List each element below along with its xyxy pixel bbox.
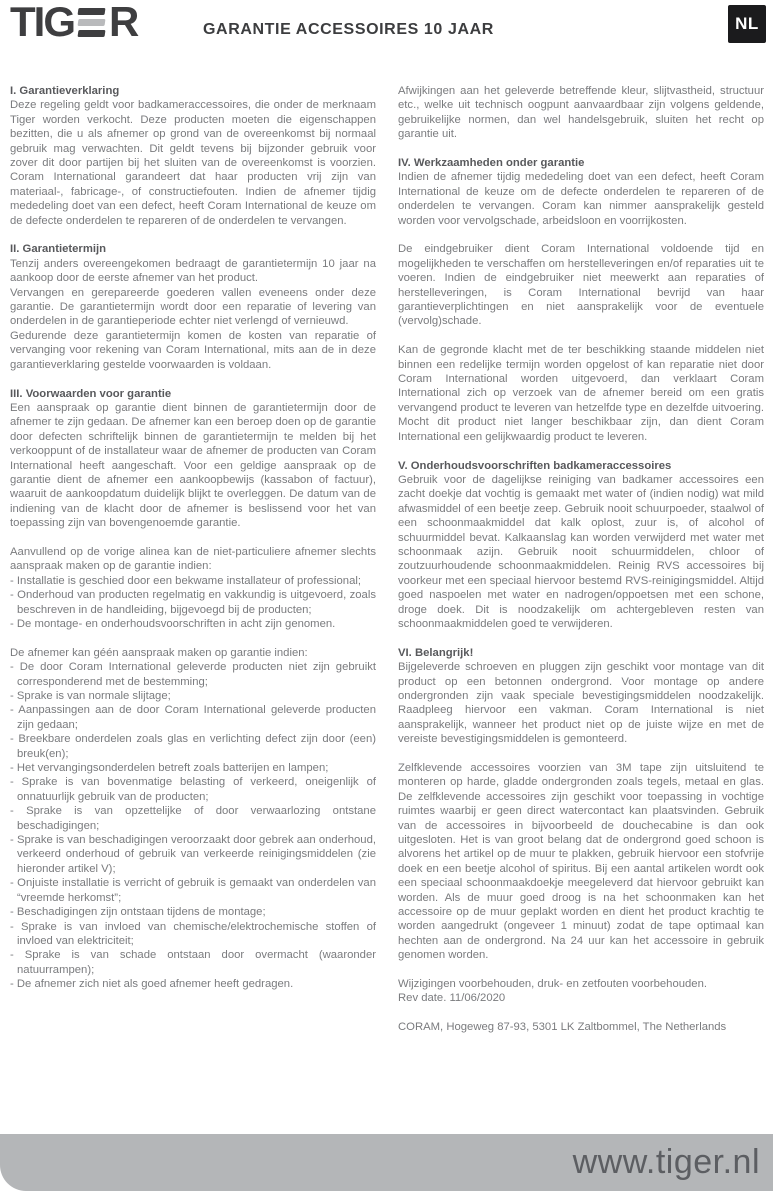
footer-bar bbox=[0, 1134, 773, 1191]
bullet-item: - Het vervangingsonderdelen betreft zoals batterijen en lampen; bbox=[10, 762, 329, 775]
bullet-item: - Onderhoud van producten regelmatig en vakkundig is uitgevoerd, zoals beschreven in de handleiding, bijgevoegd bij de producten; bbox=[10, 589, 376, 616]
logo-e-bar-top bbox=[78, 8, 106, 15]
paragraph: Gedurende deze garantietermijn komen de kosten van reparatie of vervanging voor rekening van Coram International, mits aan de in deze garantieverklaring gestelde voorwaarden is voldaan. bbox=[10, 329, 376, 371]
spacer bbox=[10, 531, 376, 545]
spacer bbox=[398, 444, 764, 458]
paragraph: De afnemer kan géén aanspraak maken op garantie indien: bbox=[10, 646, 308, 659]
bullet-item: - Sprake is van opzettelijke of door verwaarlozing ontstane beschadigingen; bbox=[10, 805, 376, 832]
document-header bbox=[0, 0, 773, 60]
bullet-item: - De montage- en onderhoudsvoorschriften in acht zijn genomen. bbox=[10, 617, 336, 630]
spacer bbox=[398, 142, 764, 156]
section-heading: IV. Werkzaamheden onder garantie bbox=[398, 157, 585, 170]
right-column bbox=[398, 84, 764, 1130]
bullet-item: - Aanpassingen aan de door Coram International geleverde producten zijn gedaan; bbox=[10, 704, 376, 731]
logo-e-bar-bottom bbox=[78, 30, 106, 37]
bullet-item: - Breekbare onderdelen zoals glas en verlichting defect zijn door (een) breuk(en); bbox=[10, 733, 376, 760]
section-heading: III. Voorwaarden voor garantie bbox=[10, 387, 172, 400]
bullet-item: - Installatie is geschied door een bekwame installateur of professional; bbox=[10, 574, 362, 587]
bullet-item: - Sprake is van schade ontstaan door overmacht (waaronder natuurrampen); bbox=[10, 949, 376, 976]
bullet-item: - Sprake is van normale slijtage; bbox=[10, 690, 171, 702]
logo-e-bar-middle bbox=[78, 19, 106, 26]
spacer bbox=[398, 747, 764, 761]
spacer bbox=[10, 228, 376, 242]
paragraph: Deze regeling geldt voor badkameraccessoires, die onder de merknaam Tiger worden verkocht. Deze producten moeten die eigenschappen bezitten, die u als afnemer op grond van de overeenkomst bij normaal gebruik mag verwachten. Dit geldt tevens bij bijzonder gebruik voor zover dit door partijen bij het sluiten van de overeenkomst is voorzien. Coram International garandeert dat haar producten vrij zijn van materiaal-, fabricage-, of constructiefouten. Indien de afnemer tijdig mededeling doet van een defect, heeft Coram International de keuze om de defecte onderdelen te repareren of de onderdelen te vervangen. bbox=[10, 99, 376, 227]
paragraph: Bijgeleverde schroeven en pluggen zijn geschikt voor montage van dit product op een betonnen ondergrond. Voor montage op andere ondergronden zijn vaak speciale bevestigingsmiddelen noodzakelijk. Raadpleeg hiervoor een vakman. Coram International is niet aansprakelijk, wanneer het product niet op de juiste wijze en met de vereiste bevestigingsmiddelen is gemonteerd. bbox=[398, 661, 764, 746]
tiger-logo bbox=[10, 0, 138, 45]
spacer bbox=[398, 963, 764, 977]
paragraph: Vervangen en gerepareerde goederen vallen eveneens onder deze garantie. De garantietermijn wordt door een reparatie of levering van onderdelen in de garantieperiode echter niet verlengd of vernieuwd. bbox=[10, 286, 376, 328]
logo-letter-r: R bbox=[109, 0, 138, 45]
paragraph: Rev date. 11/06/2020 bbox=[398, 992, 506, 1005]
bullet-item: - Sprake is van bovenmatige belasting of verkeerd, oneigenlijk of onnatuurlijk gebruik van de producten; bbox=[10, 776, 376, 803]
paragraph: Afwijkingen aan het geleverde betreffende kleur, slijtvastheid, structuur etc., welke uit technisch oogpunt aanvaardbaar zijn volgens geldende, gebruikelijke normen, dan wel handelsgebruik, sluiten het recht op garantie uit. bbox=[398, 85, 764, 141]
paragraph: Aanvullend op de vorige alinea kan de niet-particuliere afnemer slechts aanspraak maken op de garantie indien: bbox=[10, 545, 376, 573]
paragraph: Kan de gegronde klacht met de ter beschikking staande middelen niet binnen een redelijke termijn worden opgelost of kan reparatie niet door Coram International worden uitgevoerd, dan verklaart Coram International zich op verzoek van de afnemer bereid om een gratis vervangend product te leveren van hetzelfde type en dezelfde uitvoering. Mocht dit product niet langer beschikbaar zijn, dan dient Coram International een gelijkwaardig product te leveren. bbox=[398, 344, 764, 443]
paragraph: Wijzigingen voorbehouden, druk- en zetfouten voorbehouden. bbox=[398, 978, 707, 991]
section-heading: V. Onderhoudsvoorschriften badkameraccessoires bbox=[398, 459, 672, 472]
bullet-item: - Sprake is van beschadigingen veroorzaakt door gebrek aan onderhoud, verkeerd onderhoud of gebruik van verkeerde reinigingsmiddelen (zie hieronder artikel V); bbox=[10, 834, 376, 875]
paragraph: CORAM, Hogeweg 87-93, 5301 LK Zaltbommel, The Netherlands bbox=[398, 1021, 727, 1034]
paragraph: Indien de afnemer tijdig mededeling doet van een defect, heeft Coram International de keuze om de defecte onderdelen te repareren of de onderdelen te vervangen. Coram kan nimmer aansprakelijk gesteld worden voor vervolgschade, arbeidsloon en voorrijkosten. bbox=[398, 171, 764, 227]
website-link[interactable]: www.tiger.nl bbox=[572, 1143, 760, 1181]
spacer bbox=[398, 228, 764, 242]
paragraph: Gebruik voor de dagelijkse reiniging van badkamer accessoires een zacht doekje dat vochtig is gemaakt met water of (indien nodig) wat mild afwasmiddel of een beetje zeep. Gebruik nooit schuurpoeder, staalwol of een schoonmaakmiddel dat kalk oplost, zuur is, of alcohol of schuurmiddel bevat. Kalkaanslag kan worden verwijderd met water met schoonmaak azijn. Gebruik nooit schuurmiddelen, chloor of zoutzuurhoudende schoonmaakmiddelen. Reinig RVS accessoires bij voorkeur met een speciaal hiervoor bestemd RVS-reinigingsmiddel. Altijd goed naspoelen met water en nadrogen/oppoetsen met een schone, droge doek. Dit is noodzakelijk om achtergebleven resten van schoonmaakmiddelen goed te verwijderen. bbox=[398, 473, 764, 630]
spacer bbox=[398, 1006, 764, 1020]
spacer bbox=[398, 329, 764, 343]
bullet-item: - De afnemer zich niet als goed afnemer heeft gedragen. bbox=[10, 978, 294, 991]
paragraph: Zelfklevende accessoires voorzien van 3M tape zijn uitsluitend te monteren op harde, gladde ondergronden zoals tegels, metaal en glas. De zelfklevende accessoires zijn geschikt voor toepassing in vochtige ruimtes waarbij er geen direct watercontact kan plaatsvinden. Gebruik van de accessoires in bijvoorbeeld de douchecabine is dan ook uitgesloten. Het is van groot belang dat de ondergrond goed schoon is alvorens het artikel op de muur te plakken, gebruik hiervoor een stofvrije doek en een beetje alcohol of spiritus. Bij een aantal artikelen wordt ook een speciaal schoonmaakdoekje meegeleverd dat hiervoor gebruikt kan worden. Als de muur goed droog is na het schoonmaken kan het accessoire op de muur geplakt worden en dient het product krachtig te worden aangedrukt (ongeveer 1 minuut) zodat de tape optimaal kan hechten aan de ondergrond. Na 24 uur kan het accessoire in gebruik genomen worden. bbox=[398, 762, 764, 962]
bullet-item: - De door Coram International geleverde producten niet zijn gebruikt corresponderend met de bestemming; bbox=[10, 661, 376, 688]
logo-letters-tig: TIG bbox=[10, 0, 74, 45]
bullet-item: - Onjuiste installatie is verricht of gebruik is gemaakt van onderdelen van “vreemde herkomst”; bbox=[10, 877, 376, 904]
page-title: GARANTIE ACCESSOIRES 10 JAAR bbox=[203, 21, 494, 38]
section-heading: II. Garantietermijn bbox=[10, 243, 107, 256]
paragraph: Een aanspraak op garantie dient binnen de garantietermijn door de afnemer te zijn gedaan. De afnemer kan een beroep doen op de garantie door defecten schriftelijk binnen de garantietermijn te melden bij het verkooppunt of de installateur waar de afnemer de producten van Coram International heeft aangeschaft. Voor een geldige aanspraak op de garantie dient de afnemer een aankoopbewijs (kassabon of factuur), waaruit de aankoopdatum duidelijk blijkt te overleggen. De datum van de indiening van de klacht door de afnemer is beslissend voor het van toepassing zijn van bovengenoemde garantie. bbox=[10, 401, 376, 530]
logo-e-bars-icon bbox=[78, 8, 105, 37]
language-badge: NL bbox=[728, 5, 766, 43]
paragraph: De eindgebruiker dient Coram International voldoende tijd en mogelijkheden te verschaffen om herstelleveringen en/of reparaties uit te voeren. Indien de eindgebruiker niet meewerkt aan reparaties of herstelleveringen, is Coram International bevrijd van haar garantieverplichtingen en niet aansprakelijk voor de eventuele (vervolg)schade. bbox=[398, 243, 764, 328]
section-heading: I. Garantieverklaring bbox=[10, 85, 120, 97]
section-heading: VI. Belangrijk! bbox=[398, 646, 474, 659]
left-column bbox=[10, 84, 376, 1130]
bullet-item: - Beschadigingen zijn ontstaan tijdens de montage; bbox=[10, 906, 266, 919]
spacer bbox=[10, 372, 376, 386]
spacer bbox=[398, 631, 764, 645]
spacer bbox=[10, 631, 376, 645]
document-body bbox=[0, 84, 773, 1130]
bullet-item: - Sprake is van invloed van chemische/elektrochemische stoffen of invloed van elektriciteit; bbox=[10, 920, 376, 947]
paragraph: Tenzij anders overeengekomen bedraagt de garantietermijn 10 jaar na aankoop door de eerste afnemer van het product. bbox=[10, 257, 376, 285]
